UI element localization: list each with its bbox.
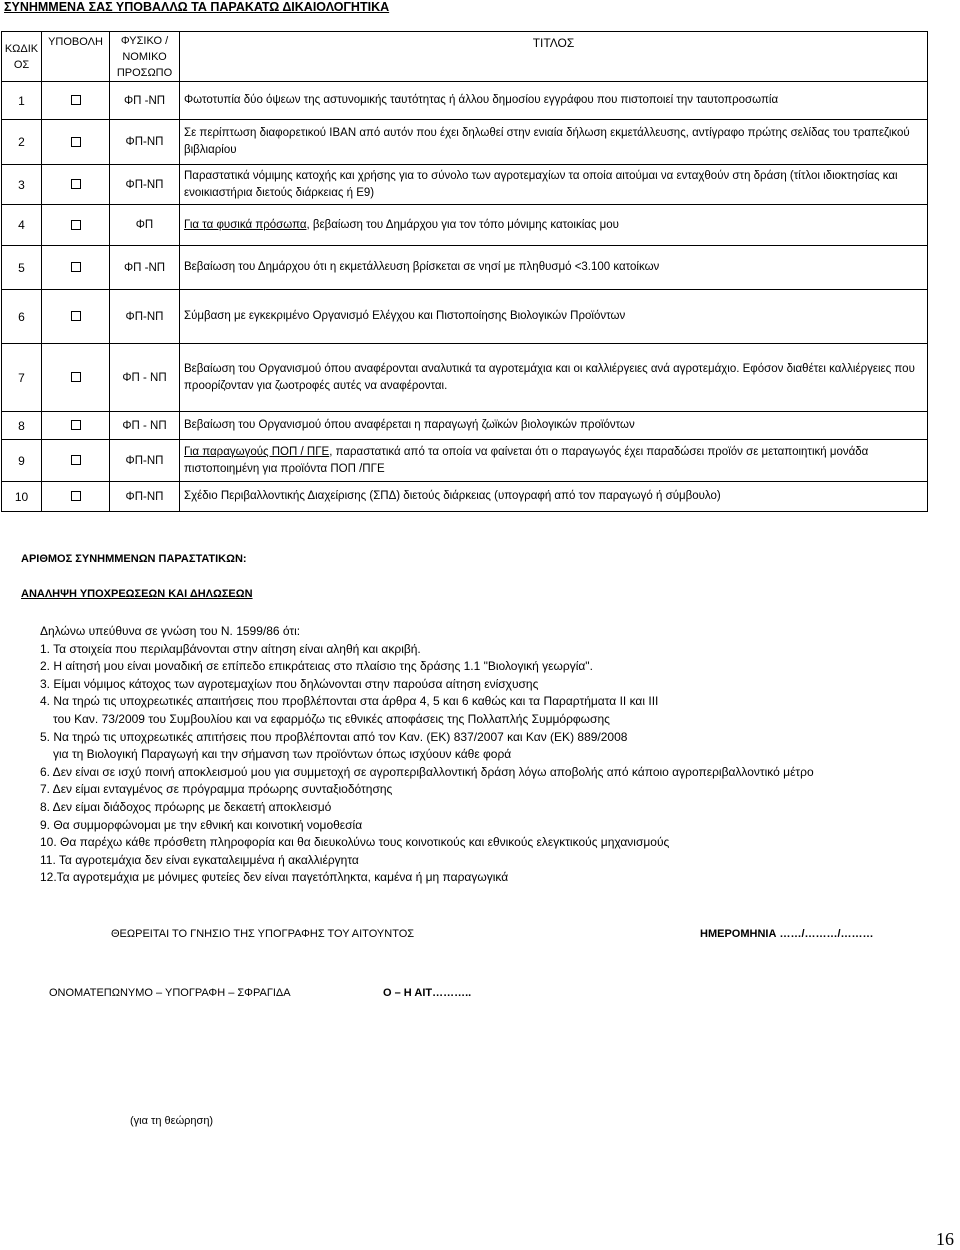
- checkbox[interactable]: [71, 262, 81, 272]
- row-person-type: ΦΠ-ΝΠ: [110, 482, 180, 512]
- row-person-type: ΦΠ-ΝΠ: [110, 290, 180, 344]
- row-title: Για τα φυσικά πρόσωπα, βεβαίωση του Δημάρχου για τον τόπο μόνιμης κατοικίας μου: [180, 205, 928, 246]
- checkbox[interactable]: [71, 95, 81, 105]
- table-row: [2, 440, 928, 482]
- row-title: Σχέδιο Περιβαλλοντικής Διαχείρισης (ΣΠΔ) διετούς διάρκειας (υπογραφή από τον παραγωγό ή σύμβουλο): [180, 482, 928, 512]
- declaration-item: 3. Είμαι νόμιμος κάτοχος των αγροτεμαχίων που δηλώνονται στην παρούσα αίτηση ενίσχυσης: [40, 676, 539, 691]
- row-person-type: ΦΠ-ΝΠ: [110, 165, 180, 205]
- documents-table: [1, 31, 928, 512]
- declaration-item: 11. Τα αγροτεμάχια δεν είναι εγκαταλειμμένα ή ακαλλιέργητα: [40, 852, 359, 867]
- row-title: Βεβαίωση του Δημάρχου ότι η εκμετάλλευση βρίσκεται σε νησί με πληθυσμό <3.100 κατοίκων: [180, 246, 928, 290]
- table-row: [2, 482, 928, 512]
- name-signature-stamp-label: ΟΝΟΜΑΤΕΠΩΝΥΜΟ – ΥΠΟΓΡΑΦΗ – ΣΦΡΑΓΙΔΑ: [49, 987, 291, 999]
- declaration-item-continuation: του Καν. 73/2009 του Συμβουλίου και να εφαρμόζω τις εθνικές αποφάσεις της Πολλαπλής Συμμόρφωσης: [53, 711, 610, 726]
- checkbox[interactable]: [71, 311, 81, 321]
- declaration-item: 8. Δεν είμαι διάδοχος πρόωρης με δεκαετή αποκλεισμό: [40, 799, 332, 814]
- declaration-item: 2. Η αίτησή μου είναι μοναδική σε επίπεδο επικράτειας στο πλαίσιο της δράσης 1.1 "Βιολογική γεωργία".: [40, 659, 593, 674]
- checkbox[interactable]: [71, 220, 81, 230]
- table-row: [2, 82, 928, 120]
- page-title: ΣΥΝΗΜΜΕΝΑ ΣΑΣ ΥΠΟΒΑΛΛΩ ΤΑ ΠΑΡΑΚΑΤΩ ΔΙΚΑΙΟΛΟΓΗΤΙΚΑ: [4, 0, 390, 14]
- row-number: 7: [2, 344, 42, 412]
- row-number: 10: [2, 482, 42, 512]
- declaration-item: 5. Να τηρώ τις υποχρεωτικές απιτήσεις που προβλέπονται από τον Καν. (ΕΚ) 837/2007 και Καν (ΕΚ) 889/2008: [40, 729, 628, 744]
- checkbox[interactable]: [71, 420, 81, 430]
- row-title: Βεβαίωση του Οργανισμού όπου αναφέρονται αναλυτικά τα αγροτεμάχια και οι καλλιέργειες ανά αγροτεμάχιο. Εφόσον διαθέτει καλλιέργειες που προορίζονταν για ζωοτροφές αυτές να αναφέρονται.: [180, 344, 928, 412]
- table-row: [2, 120, 928, 165]
- header-person-type: ΦΥΣΙΚΟ / ΝΟΜΙΚΟ ΠΡΟΣΩΠΟ: [110, 32, 180, 82]
- table-row: [2, 290, 928, 344]
- checkbox[interactable]: [71, 179, 81, 189]
- row-title: Φωτοτυπία δύο όψεων της αστυνομικής ταυτότητας ή άλλου δημοσίου εγγράφου που πιστοποιεί την ταυτοπροσωπία: [180, 82, 928, 120]
- table-row: [2, 246, 928, 290]
- page-number: 16: [936, 1229, 954, 1249]
- obligations-heading: ΑΝΑΛΗΨΗ ΥΠΟΧΡΕΩΣΕΩΝ ΚΑΙ ΔΗΛΩΣΕΩΝ: [21, 588, 253, 600]
- row-person-type: ΦΠ: [110, 205, 180, 246]
- signature-authenticity-label: ΘΕΩΡΕΙΤΑΙ ΤΟ ΓΝΗΣΙΟ ΤΗΣ ΥΠΟΓΡΑΦΗΣ ΤΟΥ ΑΙΤΟΥΝΤΟΣ: [111, 928, 415, 940]
- declaration-item: 7. Δεν είμαι ενταγμένος σε πρόγραμμα πρόωρης συνταξιοδότησης: [40, 782, 393, 797]
- row-number: 5: [2, 246, 42, 290]
- checkbox[interactable]: [71, 455, 81, 465]
- header-title: ΤΙΤΛΟΣ: [180, 32, 928, 82]
- declaration-item-continuation: για τη Βιολογική Παραγωγή και την σήμανση των προϊόντων όπως ισχύουν κάθε φορά: [53, 747, 512, 762]
- row-person-type: ΦΠ-ΝΠ: [110, 440, 180, 482]
- row-number: 8: [2, 412, 42, 440]
- row-number: 4: [2, 205, 42, 246]
- table-row: [2, 412, 928, 440]
- date-field-label: ΗΜΕΡΟΜΗΝΙΑ ……/………/………: [700, 928, 874, 940]
- declaration-item: 6. Δεν είναι σε ισχύ ποινή αποκλεισμού μου για συμμετοχή σε αγροπεριβαλλοντική δράση λόγω αποβολής από κάποιο αγροπεριβαλλοντικό μέτρο: [40, 764, 814, 779]
- row-number: 2: [2, 120, 42, 165]
- row-title: Για παραγωγούς ΠΟΠ / ΠΓΕ, παραστατικά από τα οποία να φαίνεται ότι ο παραγωγός έχει παραδώσει προϊόν σε μεταποιητική μονάδα πιστοποιημένη για προϊόντα ΠΟΠ /ΠΓΕ: [180, 440, 928, 482]
- row-person-type: ΦΠ -ΝΠ: [110, 82, 180, 120]
- checkbox[interactable]: [71, 137, 81, 147]
- applicant-label: Ο – Η ΑΙΤ………..: [383, 987, 472, 999]
- row-title: Σύμβαση με εγκεκριμένο Οργανισμό Ελέγχου και Πιστοποίησης Βιολογικών Προϊόντων: [180, 290, 928, 344]
- row-number: 1: [2, 82, 42, 120]
- row-person-type: ΦΠ -ΝΠ: [110, 246, 180, 290]
- row-person-type: ΦΠ - ΝΠ: [110, 344, 180, 412]
- header-submission: ΥΠΟΒΟΛΗ: [42, 32, 110, 82]
- row-title: Βεβαίωση του Οργανισμού όπου αναφέρεται η παραγωγή ζωϊκών βιολογικών προϊόντων: [180, 412, 928, 440]
- row-title: Παραστατικά νόμιμης κατοχής και χρήσης για το σύνολο των αγροτεμαχίων τα οποία αιτούμαι να ενταχθούν στη δράση (τίτλοι ιδιοκτησίας και ενοικιαστήρια διετούς διάρκειας ή Ε9): [180, 165, 928, 205]
- declaration-item: 10. Θα παρέχω κάθε πρόσθετη πληροφορία και θα διευκολύνω τους κοινοτικούς και εθνικούς ελεγκτικούς μηχανισμούς: [40, 835, 670, 850]
- header-code: ΚΩΔΙΚ ΟΣ: [2, 32, 42, 82]
- row-person-type: ΦΠ - ΝΠ: [110, 412, 180, 440]
- checkbox[interactable]: [71, 372, 81, 382]
- row-number: 6: [2, 290, 42, 344]
- row-person-type: ΦΠ-ΝΠ: [110, 120, 180, 165]
- table-row: [2, 344, 928, 412]
- declaration-item: 1. Τα στοιχεία που περιλαμβάνονται στην αίτηση είναι αληθή και ακριβή.: [40, 641, 421, 656]
- for-approval-label: (για τη θεώρηση): [130, 1115, 214, 1127]
- row-number: 9: [2, 440, 42, 482]
- declaration-item: 12.Τα αγροτεμάχια με μόνιμες φυτείες δεν είναι παγετόπληκτα, καμένα ή μη παραγωγικά: [40, 870, 509, 885]
- row-title: Σε περίπτωση διαφορετικού ΙΒΑΝ από αυτόν που έχει δηλωθεί στην ενιαία δήλωση εκμετάλλευσης, αντίγραφο πρώτης σελίδας του τραπεζικού βιβλιαρίου: [180, 120, 928, 165]
- table-row: [2, 205, 928, 246]
- table-header-row: [2, 32, 928, 82]
- declaration-item: 4. Να τηρώ τις υποχρεωτικές απαιτήσεις που προβλέπονται στα άρθρα 4, 5 και 6 καθώς και τα Παραρτήματα ΙΙ και ΙΙΙ: [40, 694, 659, 709]
- table-row: [2, 165, 928, 205]
- attachments-count-label: ΑΡΙΘΜΟΣ ΣΥΝΗΜΜΕΝΩΝ ΠΑΡΑΣΤΑΤΙΚΩΝ:: [21, 553, 247, 565]
- declaration-block: [40, 623, 814, 887]
- declaration-intro: Δηλώνω υπεύθυνα σε γνώση του Ν. 1599/86 ότι:: [40, 624, 301, 638]
- declaration-item: 9. Θα συμμορφώνομαι με την εθνική και κοινοτική νομοθεσία: [40, 817, 363, 832]
- checkbox[interactable]: [71, 491, 81, 501]
- row-number: 3: [2, 165, 42, 205]
